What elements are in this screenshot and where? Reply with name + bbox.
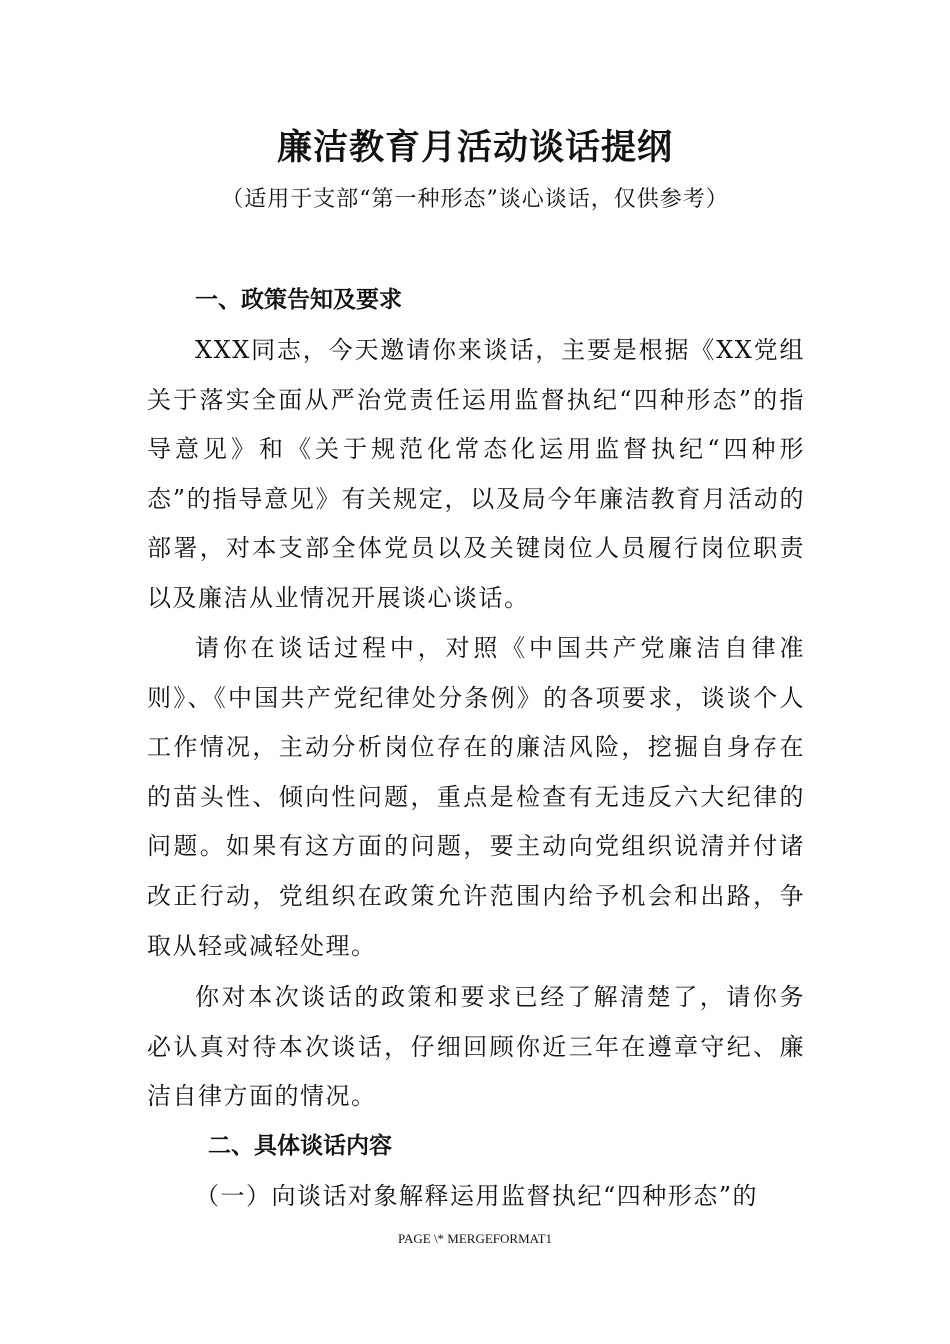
paragraph-requirements: 请你在谈话过程中，对照《中国共产党廉洁自律准则》、《中国共产党纪律处分条例》的各项要求，谈谈个人工作情况，主动分析岗位存在的廉洁风险，挖掘自身存在的苗头性、倾向性问题，重点是检查有无违反六大纪律的问题。如果有这方面的问题，要主动向党组织说清并付诸改正行动，党组织在政策允许范围内给予机会和出路，争取从轻或减轻处理。 — [147, 634, 805, 960]
paragraph-confirmation: 你对本次谈话的政策和要求已经了解清楚了，请你务必认真对待本次谈话，仔细回顾你近三年在遵章守纪、廉洁自律方面的情况。 — [147, 983, 805, 1111]
page-footer: PAGE \* MERGEFORMAT1 — [397, 1231, 553, 1246]
paragraph-intro: XXX同志，今天邀请你来谈话，主要是根据《XX党组关于落实全面从严治党责任运用监督执纪“四种形态”的指导意见》和《关于规范化常态化运用监督执纪“四种形态”的指导意见》有关规定，以及局今年廉洁教育月活动的部署，对本支部全体党员以及关键岗位人员履行岗位职责以及廉洁从业情况开展谈心谈话。 — [147, 336, 805, 612]
paragraph-subsection-one: （一）向谈话对象解释运用监督执纪“四种形态”的 — [195, 1182, 759, 1210]
section-heading-content: 二、具体谈话内容 — [208, 1133, 392, 1159]
section-heading-policy: 一、政策告知及要求 — [195, 287, 402, 313]
document-subtitle: （适用于支部“第一种形态”谈心谈话，仅供参考） — [221, 187, 729, 212]
document-title: 廉洁教育月活动谈话提纲 — [276, 127, 673, 168]
